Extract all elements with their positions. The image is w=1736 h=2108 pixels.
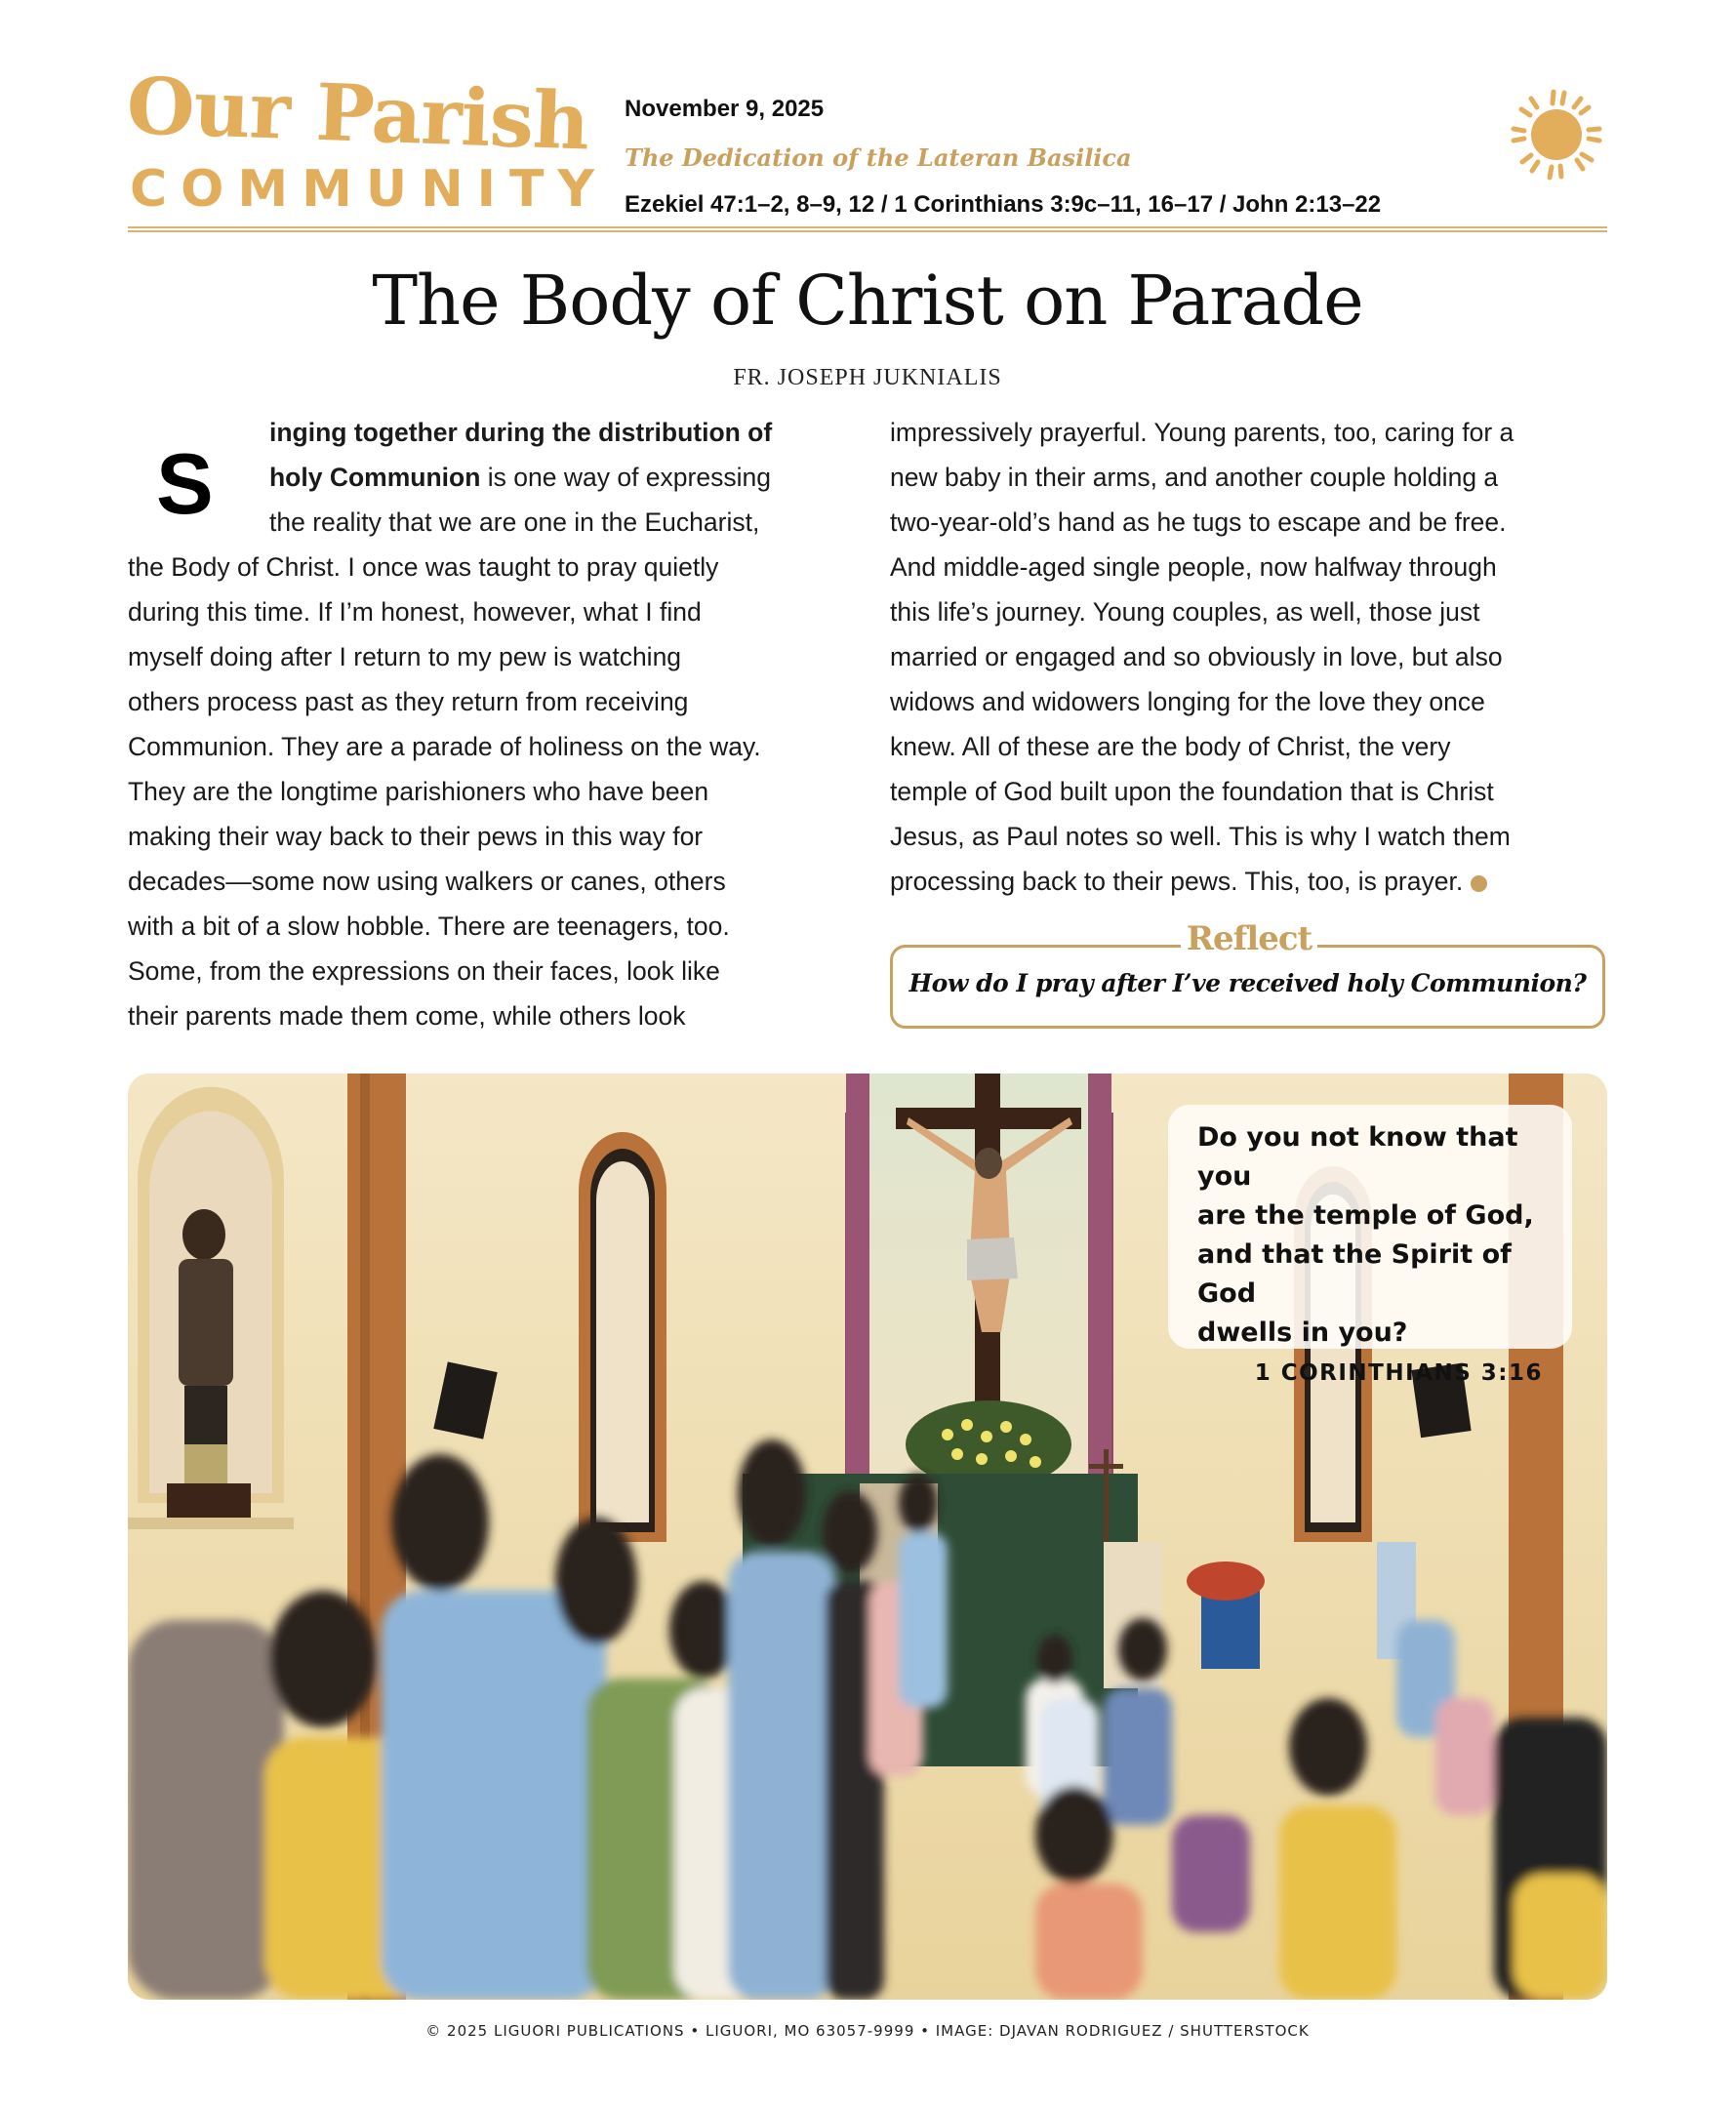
article-text: this life’s journey. Young couples, as well, those just [890, 597, 1480, 627]
article-line [128, 904, 850, 949]
scripture-reference: 1 CORINTHIANS 3:16 [1254, 1360, 1543, 1386]
article-text: two-year-old’s hand as he tugs to escape and be free. [890, 507, 1507, 537]
article-line [128, 859, 850, 904]
scripture-quote-text [1197, 1118, 1543, 1353]
article-text: impressively prayerful. Young parents, too, caring for a [890, 418, 1514, 447]
drop-cap: S [156, 435, 214, 532]
article-column-left [128, 410, 850, 1038]
article-text: married or engaged and so obviously in love, but also [890, 642, 1503, 671]
feast-name: The Dedication of the Lateran Basilica [625, 143, 1132, 172]
article-text: the Body of Christ. I once was taught to pray quietly [128, 552, 719, 582]
article-line [128, 589, 850, 634]
logo-community: COMMUNITY [130, 160, 609, 219]
article-text: processing back to their pews. This, too, is prayer. [890, 867, 1464, 896]
article-column-right [890, 410, 1612, 904]
article-author: FR. JOSEPH JUKNIALIS [733, 365, 1002, 390]
readings: Ezekiel 47:1–2, 8–9, 12 / 1 Corinthians 3:9c–11, 16–17 / John 2:13–22 [625, 191, 1382, 218]
article-line [128, 500, 850, 545]
logo-our-parish: Our Parish [125, 60, 590, 168]
reflect-label: Reflect [1181, 921, 1317, 957]
article-title: The Body of Christ on Parade [372, 261, 1363, 341]
article-text: their parents made them come, while others look [128, 1001, 686, 1031]
article-line [890, 769, 1612, 814]
header-divider [128, 226, 1607, 232]
article-text: myself doing after I return to my pew is watching [128, 642, 682, 671]
article-text: Some, from the expressions on their faces, look like [128, 956, 720, 986]
article-text: knew. All of these are the body of Christ, the very [890, 732, 1451, 761]
footer-credit: © 2025 LIGUORI PUBLICATIONS • LIGUORI, MO 63057-9999 • IMAGE: DJAVAN RODRIGUEZ / SHUTTERSTOCK [425, 2022, 1310, 2040]
article-line [890, 589, 1612, 634]
quote-line: dwells in you? [1197, 1318, 1408, 1348]
quote-line: Do you not know that you [1197, 1122, 1518, 1192]
article-line [128, 679, 850, 724]
article-line [890, 410, 1612, 455]
article-line [890, 859, 1612, 904]
article-line [128, 545, 850, 589]
article-text: with a bit of a slow hobble. There are teenagers, too. [128, 912, 730, 941]
article-text: temple of God built upon the foundation that is Christ [890, 777, 1494, 806]
article-line [890, 679, 1612, 724]
article-text: is one way of expressing [480, 463, 771, 492]
quote-line: and that the Spirit of God [1197, 1239, 1512, 1309]
article-line [890, 455, 1612, 500]
article-line [128, 814, 850, 859]
article-text: Communion. They are a parade of holiness on the way. [128, 732, 761, 761]
end-mark-icon [1471, 875, 1487, 892]
article-text: others process past as they return from receiving [128, 687, 689, 716]
article-line [128, 769, 850, 814]
article-text: making their way back to their pews in this way for [128, 822, 704, 851]
article-text: And middle-aged single people, now halfway through [890, 552, 1497, 582]
article-line [890, 545, 1612, 589]
article-text: widows and widowers longing for the love they once [890, 687, 1485, 716]
article-line [128, 993, 850, 1038]
article-text: new baby in their arms, and another couple holding a [890, 463, 1499, 492]
lead-in-bold: inging together during the distribution of [269, 418, 773, 447]
article-text: during this time. If I’m honest, however, what I find [128, 597, 702, 627]
issue-date: November 9, 2025 [625, 96, 825, 122]
article-text: decades—some now using walkers or canes, others [128, 867, 726, 896]
article-line [128, 634, 850, 679]
article-text: They are the longtime parishioners who have been [128, 777, 709, 806]
article-line [890, 814, 1612, 859]
article-line [128, 410, 850, 455]
article-text: Jesus, as Paul notes so well. This is why I watch them [890, 822, 1511, 851]
article-line [128, 455, 850, 500]
article-line [128, 724, 850, 769]
lead-in-bold: holy Communion [269, 463, 481, 492]
article-line [128, 949, 850, 993]
article-line [890, 500, 1612, 545]
sun-icon [1508, 86, 1605, 183]
quote-line: are the temple of God, [1197, 1200, 1534, 1231]
reflect-question: How do I pray after I’ve received holy Communion? [908, 969, 1587, 997]
article-text: the reality that we are one in the Eucharist, [269, 507, 760, 537]
scripture-quote-card [1168, 1105, 1572, 1386]
article-line [890, 724, 1612, 769]
article-line [890, 634, 1612, 679]
